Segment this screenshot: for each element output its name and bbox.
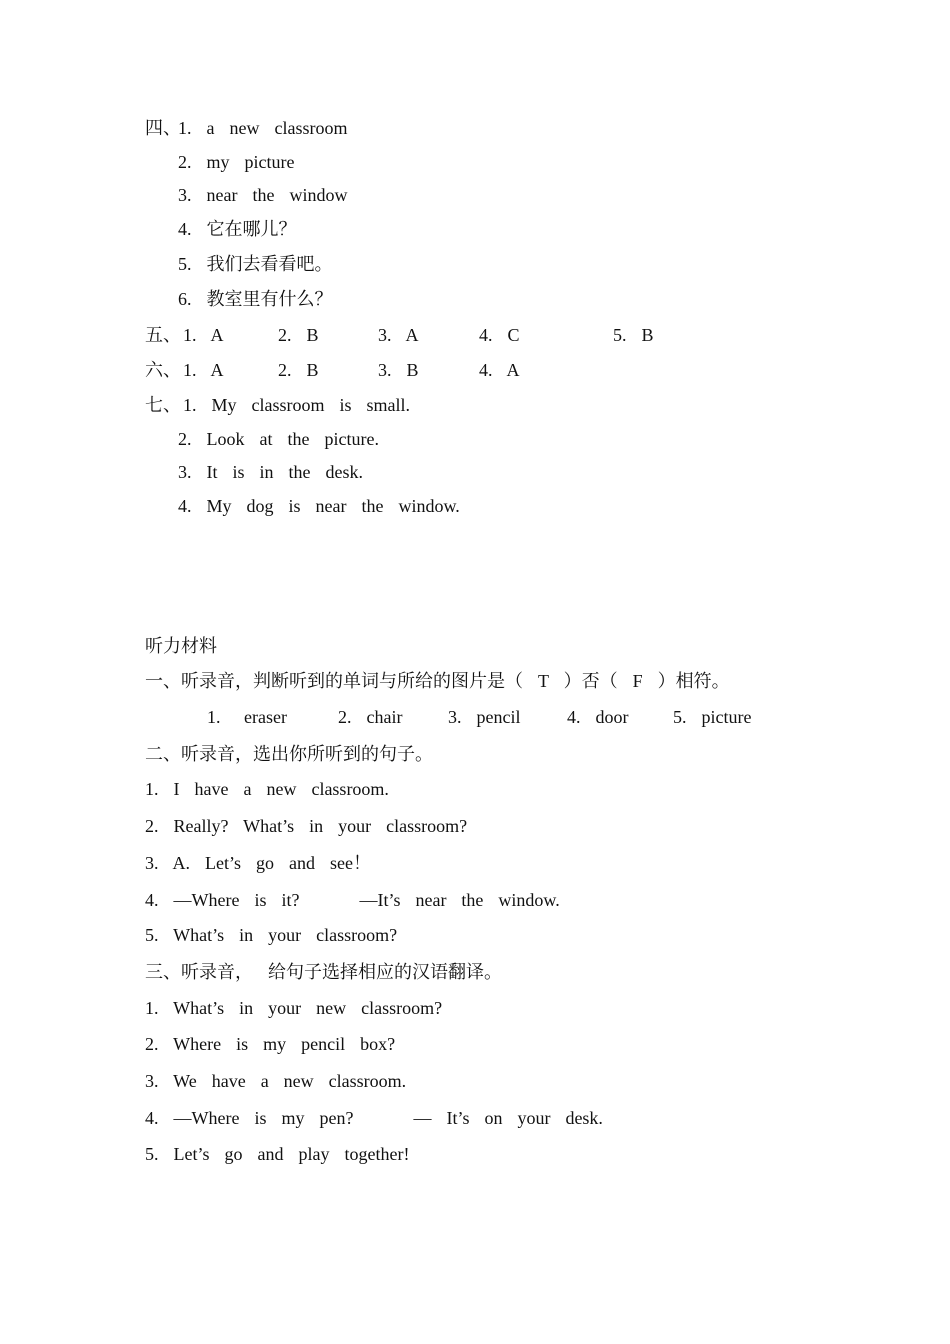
section-4-item-2: 2. my picture bbox=[178, 152, 295, 172]
section-7-item-1: 1. My classroom is small. bbox=[183, 395, 410, 415]
listening-part-2-item-1: 1. I have a new classroom. bbox=[145, 779, 389, 799]
section-4-item-1: 1. a new classroom bbox=[178, 118, 348, 138]
section-7-item-3: 3. It is in the desk. bbox=[178, 462, 363, 482]
listening-part-3-item-5: 5. Let’s go and play together! bbox=[145, 1144, 410, 1164]
section-6-answer-1: 1. A bbox=[183, 360, 224, 380]
section-5-answer-1: 1. A bbox=[183, 325, 224, 345]
listening-part-2-item-2: 2. Really? What’s in your classroom? bbox=[145, 816, 468, 836]
section-4-item-3: 3. near the window bbox=[178, 185, 348, 205]
listening-part-1-word-pencil: 3. pencil bbox=[448, 707, 521, 727]
section-6-answer-2: 2. B bbox=[278, 360, 319, 380]
listening-part-3-item-2: 2. Where is my pencil box? bbox=[145, 1034, 396, 1054]
section-5-label: 五、 bbox=[145, 325, 181, 345]
listening-part-1-word-eraser: eraser bbox=[244, 707, 287, 727]
listening-part-3-item-1: 1. What’s in your new classroom? bbox=[145, 998, 443, 1018]
listening-part-1-word-door: 4. door bbox=[567, 707, 629, 727]
section-5-answer-5: 5. B bbox=[613, 325, 654, 345]
section-5-answer-2: 2. B bbox=[278, 325, 319, 345]
section-6-label: 六、 bbox=[145, 360, 181, 380]
listening-part-1-word-chair: 2. chair bbox=[338, 707, 403, 727]
section-4-item-6: 6. 教室里有什么？ bbox=[178, 289, 333, 309]
listening-part-2-item-4: 4. —Where is it? —It’s near the window. bbox=[145, 890, 560, 910]
listening-part-3-heading: 三、听录音， 给句子选择相应的汉语翻译。 bbox=[145, 962, 502, 982]
listening-part-2-item-3: 3. A. Let’s go and see！ bbox=[145, 853, 371, 873]
section-4-item-4: 4. 它在哪儿？ bbox=[178, 219, 297, 239]
section-7-item-2: 2. Look at the picture. bbox=[178, 429, 379, 449]
listening-part-1-word-picture: 5. picture bbox=[673, 707, 752, 727]
listening-part-1-heading: 一、听录音，判断听到的单词与所给的图片是（ T ）否（ F ）相符。 bbox=[145, 671, 730, 691]
section-6-answer-3: 3. B bbox=[378, 360, 419, 380]
section-4-item-5: 5. 我们去看看吧。 bbox=[178, 254, 333, 274]
section-7-item-4: 4. My dog is near the window. bbox=[178, 496, 460, 516]
listening-part-1-word-number: 1. bbox=[207, 707, 221, 727]
section-5-answer-3: 3. A bbox=[378, 325, 419, 345]
section-6-answer-4: 4. A bbox=[479, 360, 520, 380]
listening-part-2-heading: 二、听录音，选出你所听到的句子。 bbox=[145, 744, 433, 764]
listening-part-2-item-5: 5. What’s in your classroom? bbox=[145, 925, 398, 945]
section-4-label: 四、 bbox=[145, 118, 181, 138]
listening-title: 听力材料 bbox=[145, 636, 217, 656]
listening-part-3-item-4: 4. —Where is my pen? — It’s on your desk. bbox=[145, 1108, 603, 1128]
section-5-answer-4: 4. C bbox=[479, 325, 520, 345]
listening-part-3-item-3: 3. We have a new classroom. bbox=[145, 1071, 407, 1091]
section-7-label: 七、 bbox=[145, 395, 181, 415]
